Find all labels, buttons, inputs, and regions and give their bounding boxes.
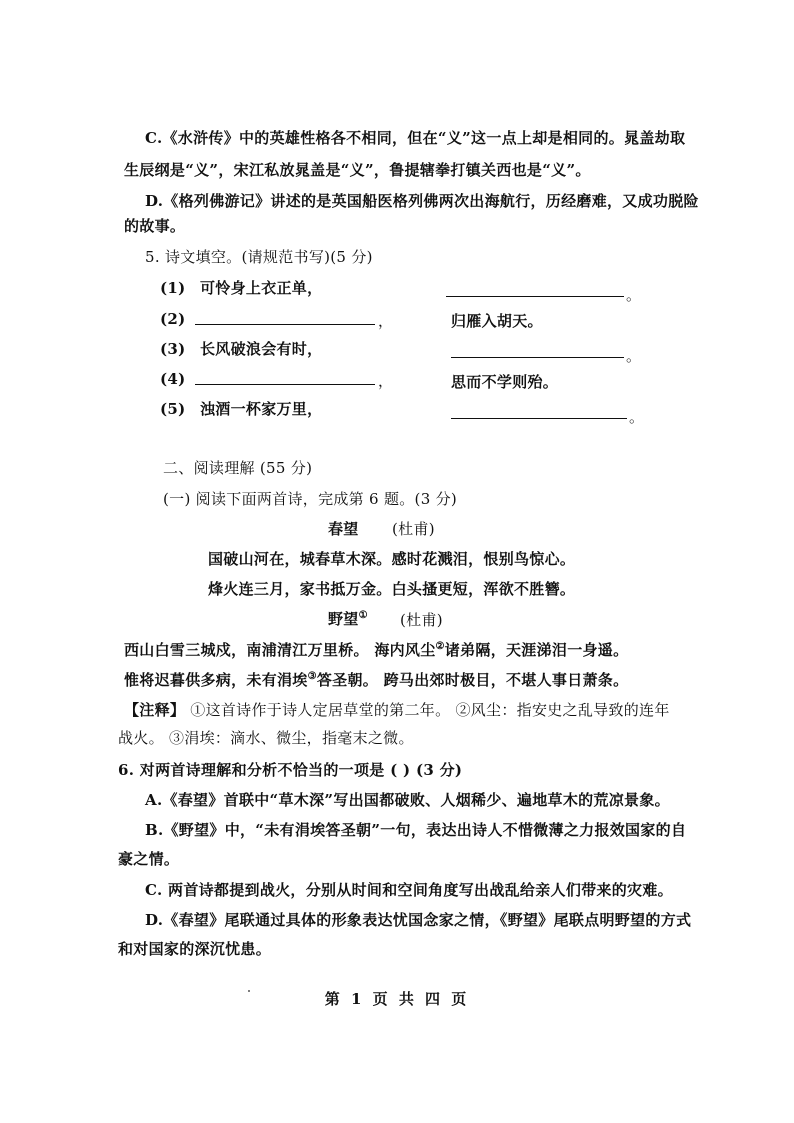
poem1-title: 春望 bbox=[328, 520, 359, 538]
q5-item4-num: (4) bbox=[160, 370, 186, 388]
q5-item3-period: 。 bbox=[626, 347, 642, 365]
q5-item5-num: (5) bbox=[160, 400, 186, 418]
notes-label: 【注释】 bbox=[124, 701, 186, 719]
q5-item1-text: 可怜身上衣正单， bbox=[200, 279, 323, 297]
q6-stem: 6. 对两首诗理解和分析不恰当的一项是 ( ) (3 分) bbox=[118, 761, 463, 779]
poem2-line2-part1: 惟将迟暮供多病，未有涓埃 bbox=[124, 671, 308, 689]
q6-option-b-line1: B.《野望》中，“未有涓埃答圣朝”一句，表达出诗人不惜微薄之力报效国家的自 bbox=[145, 821, 687, 839]
q5-item2-answer-blank[interactable] bbox=[195, 310, 375, 325]
q4-option-c-line1: C.《水浒传》中的英雄性格各不相同，但在“义”这一点上却是相同的。晁盖劫取 bbox=[145, 129, 686, 147]
poem2-title bbox=[328, 609, 368, 629]
q5-item1-num: (1) bbox=[160, 279, 186, 297]
q5-item2-num: (2) bbox=[160, 310, 186, 328]
section2-instruction: (一) 阅读下面两首诗，完成第 6 题。(3 分) bbox=[163, 490, 458, 508]
q4-option-c-line2: 生辰纲是“义”，宋江私放晁盖是“义”，鲁提辖拳打镇关西也是“义”。 bbox=[124, 161, 591, 179]
poem1-line2: 烽火连三月，家书抵万金。白头搔更短，浑欲不胜簪。 bbox=[208, 580, 576, 598]
q5-item3-num: (3) bbox=[160, 340, 186, 358]
section2-heading: 二、阅读理解 (55 分) bbox=[163, 459, 313, 477]
q5-item4-text: 思而不学则殆。 bbox=[451, 373, 559, 391]
poem2-line2-part2: 答圣朝。 跨马出郊时极目，不堪人事日萧条。 bbox=[316, 671, 629, 689]
poem2-line2-note-mark: ③ bbox=[307, 671, 317, 682]
poem2-author: (杜甫) bbox=[400, 611, 443, 629]
q5-item3-text: 长风破浪会有时， bbox=[200, 340, 323, 358]
q5-item5-text: 浊酒一杯家万里， bbox=[200, 400, 323, 418]
page-footer: 第 1 页 共 四 页 bbox=[324, 990, 470, 1008]
poem1-author: (杜甫) bbox=[392, 520, 435, 538]
poem2-line2 bbox=[124, 670, 628, 690]
poem2-title-text: 野望 bbox=[328, 610, 359, 628]
poem1-line1: 国破山河在，城春草木深。感时花溅泪，恨别鸟惊心。 bbox=[208, 550, 576, 568]
q5-item3-answer-blank[interactable] bbox=[451, 343, 624, 358]
poem2-line1-part1: 西山白雪三城戍，南浦清江万里桥。 海内风尘 bbox=[124, 641, 436, 659]
q5-title: 5. 诗文填空。(请规范书写)(5 分) bbox=[145, 248, 373, 266]
poem2-line1-note-mark: ② bbox=[435, 641, 445, 652]
q5-item4-answer-blank[interactable] bbox=[195, 370, 375, 385]
poem2-note-mark: ① bbox=[358, 610, 368, 621]
q5-item2-comma: ， bbox=[378, 312, 394, 330]
q5-item5-answer-blank[interactable] bbox=[451, 404, 627, 419]
q6-option-d-line1: D.《春望》尾联通过具体的形象表达忧国念家之情，《野望》尾联点明野望的方式 bbox=[145, 911, 692, 929]
q6-option-a: A.《春望》首联中“草木深”写出国都破败、人烟稀少、遍地草木的荒凉景象。 bbox=[145, 791, 670, 809]
q6-option-b-line2: 豪之情。 bbox=[118, 850, 180, 868]
q6-option-d-line2: 和对国家的深沉忧患。 bbox=[118, 940, 272, 958]
notes-line1-text: ①这首诗作于诗人定居草堂的第二年。 ②风尘：指安史之乱导致的连年 bbox=[190, 701, 670, 719]
notes-line2: 战火。 ③涓埃：滴水、微尘，指毫末之微。 bbox=[118, 729, 414, 747]
q4-option-d-line2: 的故事。 bbox=[124, 217, 186, 235]
poem2-line1 bbox=[124, 640, 628, 660]
q4-option-d-line1: D.《格列佛游记》讲述的是英国船医格列佛两次出海航行，历经磨难，又成功脱险 bbox=[145, 192, 699, 210]
q5-item2-text: 归雁入胡天。 bbox=[451, 312, 543, 330]
poem2-line1-part2: 诸弟隔，天涯涕泪一身遥。 bbox=[444, 641, 629, 659]
q5-item1-period: 。 bbox=[626, 286, 642, 304]
notes-line1 bbox=[124, 700, 670, 720]
q5-item1-answer-blank[interactable] bbox=[446, 282, 624, 297]
q5-item4-comma: ， bbox=[378, 372, 394, 390]
q6-option-c: C. 两首诗都提到战火，分别从时间和空间角度写出战乱给亲人们带来的灾难。 bbox=[145, 881, 673, 899]
q5-item5-period: 。 bbox=[629, 408, 645, 426]
